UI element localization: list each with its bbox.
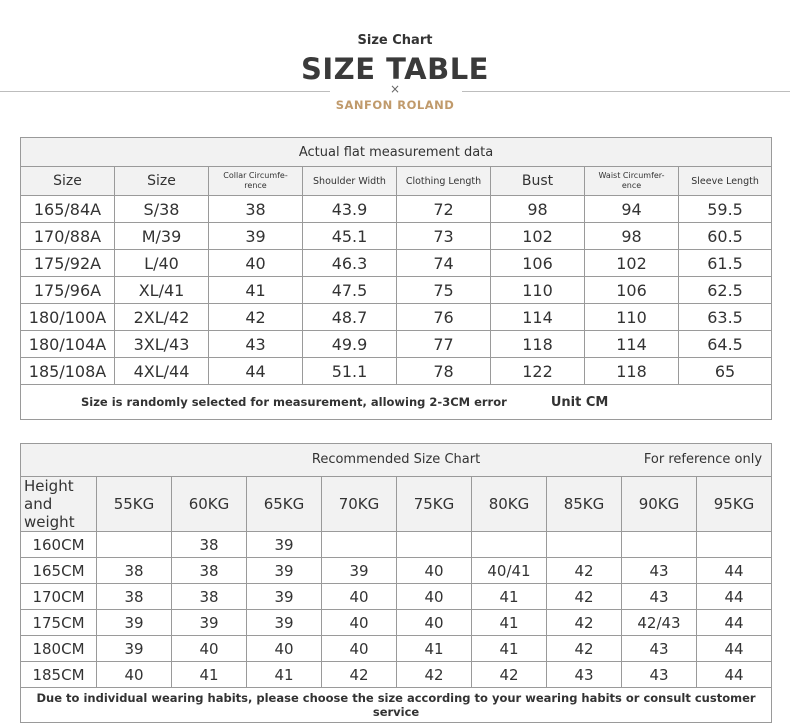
table-row xyxy=(21,558,772,584)
table-cell: 165/84A xyxy=(21,196,115,223)
table-cell: 175/96A xyxy=(21,277,115,304)
table-cell: 44 xyxy=(697,584,772,610)
weight-header: 55KG xyxy=(97,477,172,532)
table-cell xyxy=(472,532,547,558)
table-cell: 40 xyxy=(97,662,172,688)
table-cell: 39 xyxy=(172,610,247,636)
table-cell: 44 xyxy=(209,358,303,385)
height-weight-corner: Height and weight xyxy=(21,477,97,532)
table-cell: 42 xyxy=(547,610,622,636)
size-chart-subtitle: Size Chart xyxy=(357,33,433,48)
measurement-table xyxy=(20,137,772,420)
table-cell: 39 xyxy=(247,610,322,636)
table-cell: 114 xyxy=(491,304,585,331)
height-cell: 170CM xyxy=(21,584,97,610)
table-cell: 44 xyxy=(697,610,772,636)
measurement-footnote xyxy=(21,385,772,420)
table-row xyxy=(21,250,772,277)
header-cell: Size xyxy=(21,167,115,196)
table-cell: 175/92A xyxy=(21,250,115,277)
table-cell: 98 xyxy=(585,223,679,250)
reference-note: For reference only xyxy=(643,452,763,467)
table-cell: 4XL/44 xyxy=(115,358,209,385)
table-cell: 48.7 xyxy=(303,304,397,331)
table-cell: 41 xyxy=(172,662,247,688)
table-row xyxy=(21,331,772,358)
header-cell: Size xyxy=(115,167,209,196)
weight-header: 80KG xyxy=(472,477,547,532)
height-cell: 180CM xyxy=(21,636,97,662)
weight-header: 85KG xyxy=(547,477,622,532)
table-cell xyxy=(397,532,472,558)
table-cell: 41 xyxy=(472,610,547,636)
table-cell: L/40 xyxy=(115,250,209,277)
table-row xyxy=(21,358,772,385)
table-cell: 102 xyxy=(585,250,679,277)
table-cell xyxy=(622,532,697,558)
weight-header: 65KG xyxy=(247,477,322,532)
header-cell: Collar Circumfe- rence xyxy=(209,167,303,196)
table-cell: 41 xyxy=(472,584,547,610)
table-cell: 74 xyxy=(397,250,491,277)
table-cell: 180/104A xyxy=(21,331,115,358)
table-cell xyxy=(697,532,772,558)
header-cell: Shoulder Width xyxy=(303,167,397,196)
table-cell: 43 xyxy=(622,558,697,584)
table-cell: 51.1 xyxy=(303,358,397,385)
weight-header: 70KG xyxy=(322,477,397,532)
table-cell: 43 xyxy=(547,662,622,688)
table-cell: 2XL/42 xyxy=(115,304,209,331)
table-cell xyxy=(547,532,622,558)
table-cell: 43.9 xyxy=(303,196,397,223)
table-cell xyxy=(322,532,397,558)
table-cell xyxy=(97,532,172,558)
table-cell: 106 xyxy=(585,277,679,304)
table-cell: 59.5 xyxy=(679,196,772,223)
table-cell: 39 xyxy=(322,558,397,584)
weight-header-row xyxy=(21,477,772,532)
height-cell: 165CM xyxy=(21,558,97,584)
table-cell: XL/41 xyxy=(115,277,209,304)
table-cell: 43 xyxy=(622,636,697,662)
table-cell: 40/41 xyxy=(472,558,547,584)
table-cell: 38 xyxy=(97,558,172,584)
table-cell: 98 xyxy=(491,196,585,223)
table-row xyxy=(21,532,772,558)
height-cell: 185CM xyxy=(21,662,97,688)
table-cell: 40 xyxy=(172,636,247,662)
table-cell: 3XL/43 xyxy=(115,331,209,358)
weight-header: 75KG xyxy=(397,477,472,532)
page-header xyxy=(0,0,790,120)
height-cell: 160CM xyxy=(21,532,97,558)
unit-label: Unit CM xyxy=(550,394,609,410)
table-cell: 42 xyxy=(547,584,622,610)
recommend-table-caption: Recommended Size Chart xyxy=(311,452,481,467)
table-cell: 106 xyxy=(491,250,585,277)
table-row xyxy=(21,304,772,331)
table-cell: 42 xyxy=(472,662,547,688)
table-cell: 41 xyxy=(209,277,303,304)
table-cell: 40 xyxy=(322,584,397,610)
table-cell: 40 xyxy=(397,610,472,636)
table-cell: M/39 xyxy=(115,223,209,250)
header-cell: Sleeve Length xyxy=(679,167,772,196)
table-cell: 114 xyxy=(585,331,679,358)
header-cell: Clothing Length xyxy=(397,167,491,196)
table-cell: 44 xyxy=(697,636,772,662)
table-row xyxy=(21,610,772,636)
table-cell: 118 xyxy=(585,358,679,385)
measurement-header-row xyxy=(21,167,772,196)
table-cell: 45.1 xyxy=(303,223,397,250)
table-cell: 40 xyxy=(209,250,303,277)
table-cell: 122 xyxy=(491,358,585,385)
table-cell: 43 xyxy=(622,584,697,610)
weight-header: 95KG xyxy=(697,477,772,532)
table-cell: 39 xyxy=(97,610,172,636)
table-cell: 41 xyxy=(397,636,472,662)
table-cell: 75 xyxy=(397,277,491,304)
table-cell: 43 xyxy=(622,662,697,688)
table-cell: 42 xyxy=(547,558,622,584)
table-cell: 63.5 xyxy=(679,304,772,331)
table-cell: 62.5 xyxy=(679,277,772,304)
table-cell: 42 xyxy=(397,662,472,688)
cross-mark: × xyxy=(389,82,401,96)
table-row xyxy=(21,662,772,688)
table-cell: 42 xyxy=(547,636,622,662)
table-row xyxy=(21,223,772,250)
table-cell: 41 xyxy=(247,662,322,688)
table-cell: 38 xyxy=(172,532,247,558)
table-cell: 40 xyxy=(322,610,397,636)
table-cell: 39 xyxy=(247,532,322,558)
table-cell: 40 xyxy=(247,636,322,662)
table-cell: 39 xyxy=(247,558,322,584)
table-cell: S/38 xyxy=(115,196,209,223)
table-cell: 110 xyxy=(585,304,679,331)
recommend-footnote: Due to individual wearing habits, please choose the size according to your wearing habits or consult customer service xyxy=(21,688,772,723)
table-cell: 47.5 xyxy=(303,277,397,304)
recommend-table xyxy=(20,443,772,723)
table-cell: 180/100A xyxy=(21,304,115,331)
table-cell: 118 xyxy=(491,331,585,358)
weight-header: 90KG xyxy=(622,477,697,532)
table-cell: 38 xyxy=(209,196,303,223)
table-cell: 40 xyxy=(397,584,472,610)
table-row xyxy=(21,277,772,304)
height-cell: 175CM xyxy=(21,610,97,636)
table-cell: 73 xyxy=(397,223,491,250)
table-cell: 38 xyxy=(172,584,247,610)
table-cell: 40 xyxy=(322,636,397,662)
table-cell: 65 xyxy=(679,358,772,385)
table-cell: 44 xyxy=(697,662,772,688)
table-cell: 185/108A xyxy=(21,358,115,385)
brand-name: SANFON ROLAND xyxy=(335,98,455,112)
table-cell: 42/43 xyxy=(622,610,697,636)
table-cell: 102 xyxy=(491,223,585,250)
table-cell: 41 xyxy=(472,636,547,662)
weight-header: 60KG xyxy=(172,477,247,532)
measurement-table-caption: Actual flat measurement data xyxy=(21,138,772,167)
table-cell: 39 xyxy=(97,636,172,662)
table-cell: 42 xyxy=(322,662,397,688)
table-cell: 61.5 xyxy=(679,250,772,277)
header-cell: Waist Circumfer- ence xyxy=(585,167,679,196)
recommend-caption-cell xyxy=(21,444,772,477)
table-cell: 38 xyxy=(97,584,172,610)
table-cell: 42 xyxy=(209,304,303,331)
table-cell: 43 xyxy=(209,331,303,358)
table-cell: 78 xyxy=(397,358,491,385)
table-cell: 77 xyxy=(397,331,491,358)
table-cell: 39 xyxy=(247,584,322,610)
table-cell: 76 xyxy=(397,304,491,331)
measurement-error-note: Size is randomly selected for measurement, allowing 2-3CM error xyxy=(81,394,507,409)
table-cell: 49.9 xyxy=(303,331,397,358)
table-cell: 40 xyxy=(397,558,472,584)
page-title: SIZE TABLE xyxy=(301,52,489,86)
header-cell: Bust xyxy=(491,167,585,196)
table-row xyxy=(21,636,772,662)
table-cell: 46.3 xyxy=(303,250,397,277)
table-cell: 60.5 xyxy=(679,223,772,250)
table-cell: 38 xyxy=(172,558,247,584)
table-cell: 64.5 xyxy=(679,331,772,358)
table-row xyxy=(21,196,772,223)
table-cell: 170/88A xyxy=(21,223,115,250)
table-cell: 94 xyxy=(585,196,679,223)
table-cell: 39 xyxy=(209,223,303,250)
table-row xyxy=(21,584,772,610)
table-cell: 44 xyxy=(697,558,772,584)
table-cell: 72 xyxy=(397,196,491,223)
table-cell: 110 xyxy=(491,277,585,304)
